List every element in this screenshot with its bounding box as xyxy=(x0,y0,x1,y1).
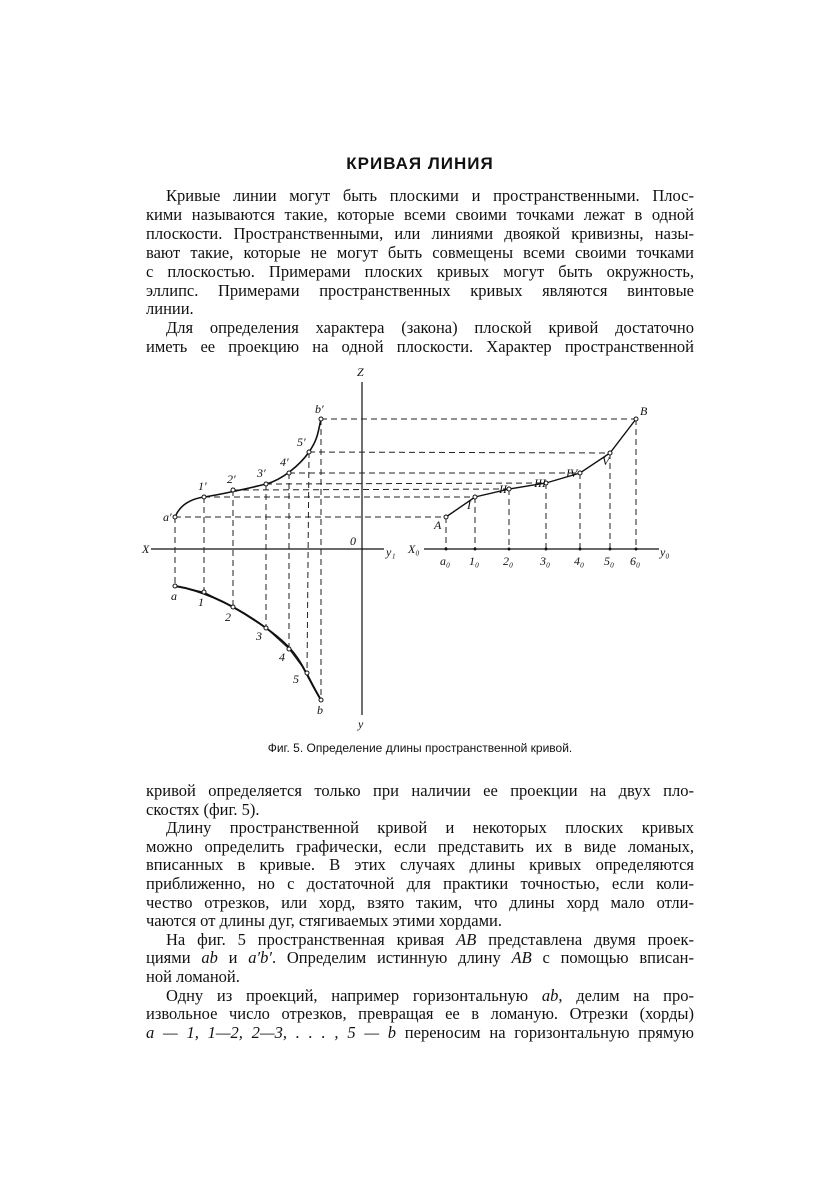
base-point xyxy=(545,548,548,551)
text-segment: Длину пространственной кривой и некоторых плоских кривых xyxy=(166,818,694,838)
label-true-point: I xyxy=(467,498,471,512)
label-frontal-point: 4′ xyxy=(280,455,289,469)
text-line xyxy=(146,800,694,819)
text-segment: и xyxy=(217,948,249,968)
label-frontal-point: b′ xyxy=(315,402,324,416)
text-segment: переносим на горизонтальную прямую xyxy=(396,1022,694,1042)
text-segment: чество отрезков, или хорд, взято таким, что длины хорд мало отли- xyxy=(146,892,694,912)
point-marker xyxy=(202,495,206,499)
label-horizontal-point: 2 xyxy=(225,610,231,624)
point-marker xyxy=(305,671,309,675)
point-marker xyxy=(264,482,268,486)
point-marker xyxy=(173,584,177,588)
horizontal-chords xyxy=(175,586,321,700)
label-true-point: II xyxy=(499,482,507,496)
label-frontal-point: a′ xyxy=(163,510,172,524)
point-marker xyxy=(231,488,235,492)
text-segment: a′b′ xyxy=(248,948,272,968)
label-frontal-point: 3′ xyxy=(257,466,266,480)
label-base-point: 2₀ xyxy=(503,554,514,568)
text-line xyxy=(146,967,694,986)
text-segment: иметь ее проекцию на одной плоскости. Характер пространственной xyxy=(146,337,694,357)
label-horizontal-point: 3 xyxy=(256,629,262,643)
label-frontal-point: 5′ xyxy=(297,435,306,449)
label-true-point: B xyxy=(640,404,648,418)
text-segment: AB xyxy=(511,948,532,968)
label-origin: 0 xyxy=(350,534,356,548)
text-segment: чаются от длины дуг, стягиваемых этими хордами. xyxy=(146,911,503,931)
label-y0: y₀ xyxy=(660,545,670,559)
text-segment: ной ломаной. xyxy=(146,967,240,986)
point-marker xyxy=(473,495,477,499)
label-base-point: 4₀ xyxy=(574,554,585,568)
text-line xyxy=(166,930,694,949)
text-segment: циями xyxy=(146,948,202,968)
label-true-point: IV xyxy=(566,466,578,480)
text-line xyxy=(146,1023,694,1042)
label-true-point: A xyxy=(434,518,442,532)
text-line xyxy=(146,855,694,874)
text-segment: скостях (фиг. 5). xyxy=(146,799,260,819)
text-segment: можно определить графически, если представить их в виде ломаных, xyxy=(146,836,694,856)
text-segment: с плоскостью. Примерами плоских кривых могут быть окружность, xyxy=(146,261,694,281)
label-x0: X₀ xyxy=(408,542,420,556)
text-line xyxy=(146,781,694,800)
text-line xyxy=(166,986,694,1005)
text-segment: представлена двумя проек- xyxy=(476,929,694,949)
label-true-point: V xyxy=(602,454,610,468)
base-point xyxy=(445,548,448,551)
label-base-point: 1₀ xyxy=(469,554,480,568)
text-segment: AB xyxy=(456,929,477,949)
base-point xyxy=(609,548,612,551)
text-line xyxy=(146,837,694,856)
label-x: X xyxy=(142,542,150,556)
label-true-point: III xyxy=(534,476,546,490)
text-segment: кривой определяется только при наличии ее проекции на двух пло- xyxy=(146,781,694,800)
horizontal-curve xyxy=(175,586,321,700)
text-segment: , делим на про- xyxy=(558,985,695,1005)
text-segment: Кривые линии могут быть плоскими и пространственными. Плос- xyxy=(166,186,694,205)
text-segment: линии. xyxy=(146,299,194,319)
label-horizontal-point: 1 xyxy=(198,595,204,609)
base-point xyxy=(635,548,638,551)
projection-line xyxy=(233,489,509,490)
point-marker xyxy=(578,471,582,475)
text-line xyxy=(166,818,694,837)
text-line xyxy=(146,1004,694,1023)
label-z: Z xyxy=(357,365,364,379)
text-segment: ab xyxy=(201,948,218,968)
label-horizontal-point: a xyxy=(171,589,177,603)
text-segment: Для определения характера (закона) плоской кривой достаточно xyxy=(166,318,694,338)
text-line xyxy=(146,911,694,930)
label-frontal-point: 1′ xyxy=(198,479,207,493)
text-segment: вписанных в кривые. В этих случаях длины кривых определяются xyxy=(146,855,694,875)
base-point xyxy=(508,548,511,551)
text-segment: На фиг. 5 пространственная кривая xyxy=(166,929,457,949)
projection-line xyxy=(309,452,610,453)
base-point xyxy=(474,548,477,551)
text-line xyxy=(146,893,694,912)
point-marker xyxy=(231,605,235,609)
text-segment: эллипс. Примерами пространственных кривых являются винтовые xyxy=(146,280,694,300)
text-segment: с помощью вписан- xyxy=(531,948,694,968)
text-segment: a — 1, 1—2, 2—3, . . . , 5 — b xyxy=(146,1022,397,1042)
label-base-point: 3₀ xyxy=(540,554,551,568)
link-line xyxy=(307,452,309,673)
point-marker xyxy=(287,647,291,651)
label-frontal-point: 2′ xyxy=(227,472,236,486)
text-segment: плоскости. Пространственными, или линиями двоякой кривизны, назы- xyxy=(146,223,694,243)
point-marker xyxy=(202,590,206,594)
text-segment: кими называются такие, которые всеми своими точками лежат в одной xyxy=(146,204,694,224)
label-horizontal-point: 4 xyxy=(279,650,285,664)
point-marker xyxy=(319,417,323,421)
point-marker xyxy=(444,515,448,519)
label-y: y xyxy=(358,717,364,731)
text-segment: извольное число отрезков, превращая ее в ломаную. Отрезки (хорды) xyxy=(146,1004,694,1024)
base-point xyxy=(579,548,582,551)
text-segment: . Определим истинную длину xyxy=(271,948,512,968)
point-marker xyxy=(634,417,638,421)
text-segment: ab xyxy=(541,985,559,1005)
label-base-point: 6₀ xyxy=(630,554,641,568)
point-marker xyxy=(319,698,323,702)
point-marker xyxy=(287,471,291,475)
label-horizontal-point: 5 xyxy=(293,672,299,686)
point-marker xyxy=(507,487,511,491)
text-line xyxy=(146,948,694,967)
label-base-point: 5₀ xyxy=(604,554,615,568)
text-segment: вают такие, которые не могут быть совмещены всеми своими точками xyxy=(146,242,694,262)
point-marker xyxy=(173,515,177,519)
point-marker xyxy=(264,626,268,630)
text-line xyxy=(146,874,694,893)
label-base-point: a₀ xyxy=(440,554,451,568)
figure-caption: Фиг. 5. Определение длины пространственной кривой. xyxy=(267,741,573,755)
frontal-curve xyxy=(175,419,321,517)
text-segment: Одну из проекций, например горизонтальную xyxy=(166,985,542,1005)
label-horizontal-point: b xyxy=(317,703,323,717)
label-y1: y₁ xyxy=(386,545,396,559)
point-marker xyxy=(307,450,311,454)
section-title: КРИВАЯ ЛИНИЯ xyxy=(346,154,494,173)
text-segment: приближенно, но с достаточной для практики точностью, если коли- xyxy=(146,874,694,893)
